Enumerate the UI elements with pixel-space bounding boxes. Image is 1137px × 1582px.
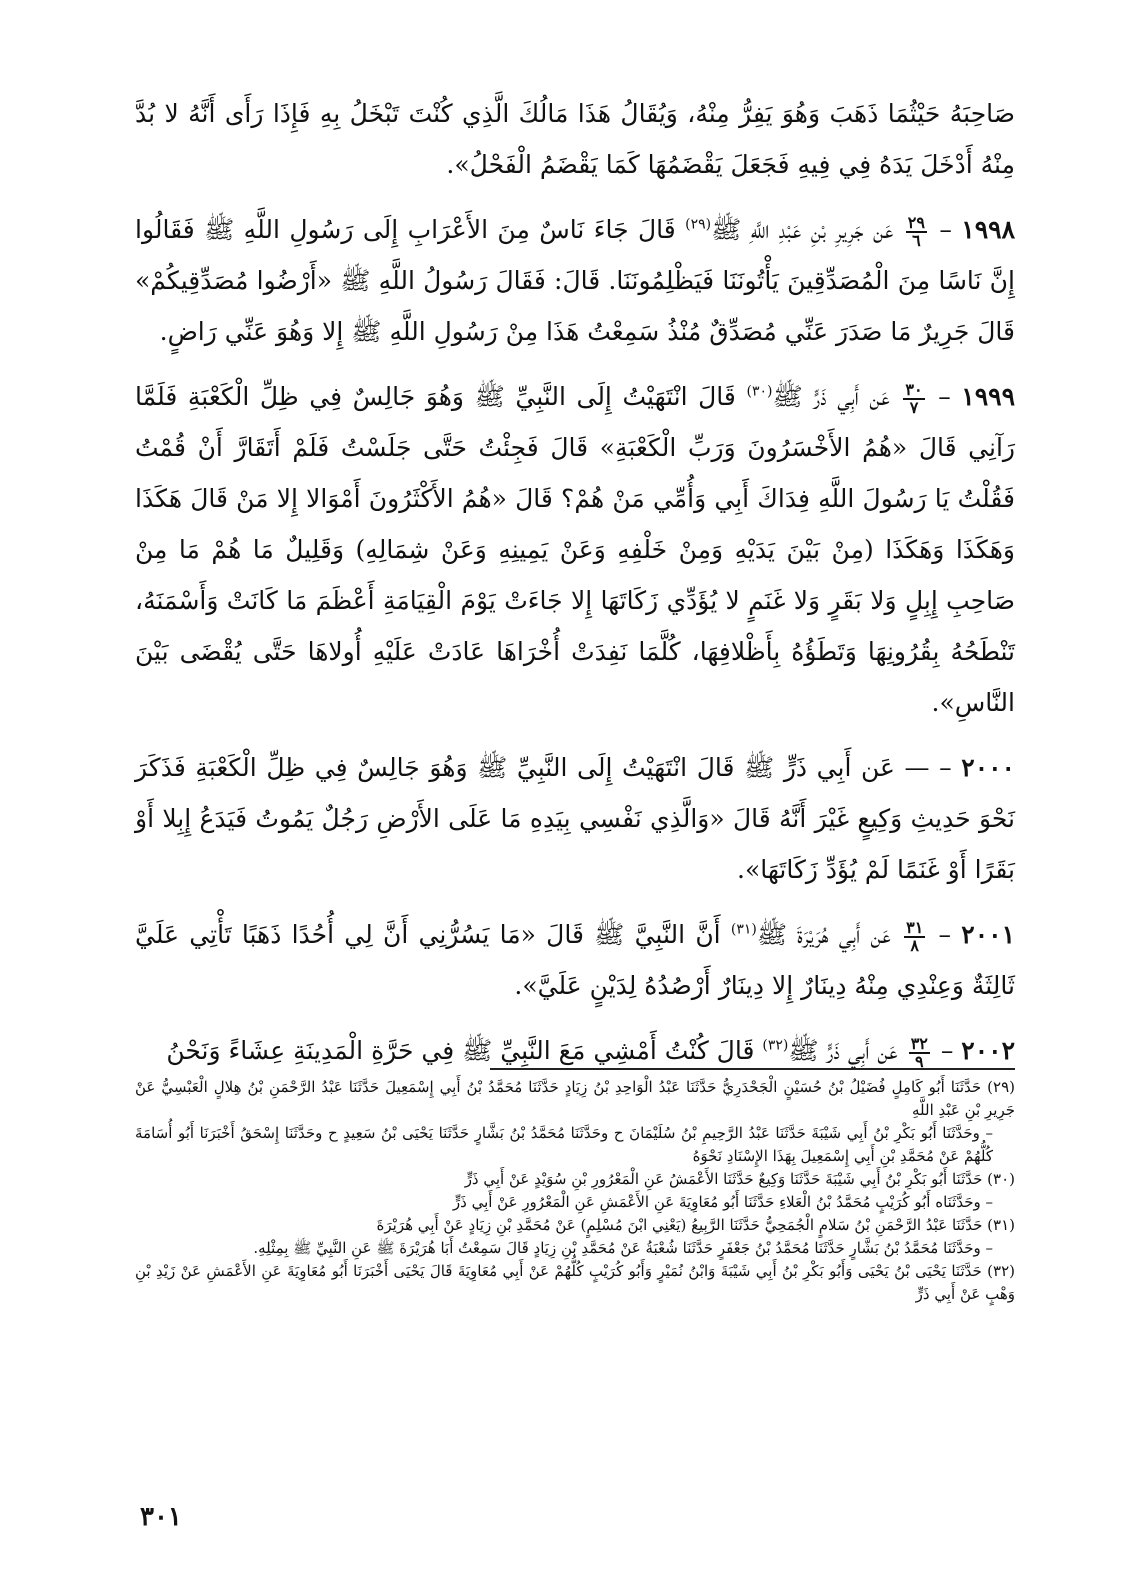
footnote-ref: (٣٠): [746, 383, 773, 400]
footnotes: [135, 1076, 1015, 1306]
hadith-body: [135, 88, 1015, 1090]
fraction-top: ٣٠: [905, 379, 923, 399]
cross-reference-fraction: [903, 379, 924, 417]
paragraph-text: صَاحِبَهُ حَيْثُمَا ذَهَبَ وَهُوَ يَفِرُّ مِنْهُ، وَيُقَالُ هَذَا مَالُكَ الَّذِي كُنْتَ تَبْخَلُ بِهِ فَإِذَا رَأَى أَنَّهُ لا بُدَّ مِنْهُ أَدْخَلَ يَدَهُ فِي فِيهِ فَجَعَلَ يَقْضَمُهَا كَمَا يَقْضَمُ الْفَحْلُ».: [135, 99, 1015, 179]
fraction-top: ٣٢: [910, 1033, 928, 1053]
fraction-bottom: ٨: [910, 935, 920, 955]
paragraph-text: قَالَ انْتَهَيْتُ إِلَى النَّبِيِّ ﷺ وَهُوَ جَالِسٌ فِي ظِلِّ الْكَعْبَةِ فَلَمَّا رَآنِي قَالَ «هُمُ الأَخْسَرُونَ وَرَبِّ الْكَعْبَةِ» قَالَ فَجِئْتُ حَتَّى جَلَسْتُ فَلَمْ أَتَقَارَّ أَنْ قُمْتُ فَقُلْتُ يَا رَسُولَ اللَّهِ فِدَاكَ أَبِي وَأُمِّي مَنْ هُمْ؟ قَالَ «هُمُ الأَكْثَرُونَ أَمْوَالا إِلا مَنْ قَالَ هَكَذَا وَهَكَذَا وَهَكَذَا (مِنْ بَيْنَ يَدَيْهِ وَمِنْ خَلْفِهِ وَعَنْ يَمِينِهِ وَعَنْ شِمَالِهِ) وَقَلِيلٌ مَا هُمْ مَا مِنْ صَاحِبِ إِبِلٍ وَلا بَقَرٍ وَلا غَنَمٍ لا يُؤَدِّي زَكَاتَهَا إِلا جَاءَتْ يَوْمَ الْقِيَامَةِ أَعْظَمَ مَا كَانَتْ وَأَسْمَنَهُ، تَنْطَحُهُ بِقُرُونِهَا وَتَطَؤُهُ بِأَظْلافِهَا، كُلَّمَا نَفِدَتْ أُخْرَاهَا عَادَتْ عَلَيْهِ أُولاهَا حَتَّى يُقْضَى بَيْنَ النَّاسِ».: [135, 382, 1015, 717]
footnote-32: (٣٢) حَدَّثَنَا يَحْيَى بْنُ يَحْيَى وَأَبُو بَكْرِ بْنُ أَبِي شَيْبَةَ وَابْنُ نُمَيْرٍ وَأَبُو كُرَيْبٍ كُلُّهُمْ عَنْ أَبِي مُعَاوِيَةَ قَالَ يَحْيَى أَخْبَرَنَا أَبُو مُعَاوِيَةَ عَنِ الأَعْمَشِ عَنْ زَيْدِ بْنِ وَهْبٍ عَنْ أَبِي ذَرٍّ: [135, 1262, 1015, 1303]
footnote-30-chain: – وحَدَّثَنَاه أَبُو كُرَيْبٍ مُحَمَّدُ بْنُ الْعَلاءِ حَدَّثَنَا أَبُو مُعَاوِيَةَ عَنِ الأَعْمَشِ عَنِ الْمَعْرُورِ عَنْ أَبِي ذَرٍّ: [452, 1193, 993, 1211]
hadith-1999: ١٩٩٩ – ٣٠ ٧ عَن أَبِي ذَرٍّ ﷺ$^{(٣٠)}$ قَالَ انْتَهَيْتُ إِلَى النَّبِيِّ ﷺ وَهُوَ جَالِسٌ فِي ظِلِّ الْكَعْبَةِ فَلَمَّا رَآنِي قَالَ «هُمُ الأَخْسَرُونَ وَرَبِّ الْكَعْبَةِ» قَالَ فَجِئْتُ حَتَّى جَلَسْتُ فَلَمْ أَتَقَارَّ أَنْ قُمْتُ فَقُلْتُ يَا رَسُولَ اللَّهِ فِدَاكَ أَبِي وَأُمِّي مَنْ هُمْ؟ قَالَ «هُمُ الأَكْثَرُونَ أَمْوَالا إِلا مَنْ قَالَ هَكَذَا وَهَكَذَا وَهَكَذَا (مِنْ بَيْنَ يَدَيْهِ وَمِنْ خَلْفِهِ وَعَنْ يَمِينِهِ وَعَنْ شِمَالِهِ) وَقَلِيلٌ مَا هُمْ مَا مِنْ صَاحِبِ إِبِلٍ وَلا بَقَرٍ وَلا غَنَمٍ لا يُؤَدِّي زَكَاتَهَا إِلا جَاءَتْ يَوْمَ الْقِيَامَةِ أَعْظَمَ مَا كَانَتْ وَأَسْمَنَهُ، تَنْطَحُهُ بِقُرُونِهَا وَتَطَؤُهُ بِأَظْلافِهَا، كُلَّمَا نَفِدَتْ أُخْرَاهَا عَادَتْ عَلَيْهِ أُولاهَا حَتَّى يُقْضَى بَيْنَ النَّاسِ».: [135, 379, 1016, 717]
fraction-top: ٣١: [906, 917, 924, 937]
paragraph-text: قَالَ انْتَهَيْتُ إِلَى النَّبِيِّ ﷺ وَهُوَ جَالِسٌ فِي ظِلِّ الْكَعْبَةِ فَذَكَرَ نَحْوَ حَدِيثِ وَكِيعٍ غَيْرَ أَنَّهُ قَالَ «وَالَّذِي نَفْسِي بِيَدِهِ مَا عَلَى الأَرْضِ رَجُلٌ يَمُوتُ فَيَدَعُ إِبِلا أَوْ بَقَرًا أَوْ غَنَمًا لَمْ يُؤَدِّ زَكَاتَهَا».: [135, 753, 1015, 884]
narrator: عَن أَبِي ذَرٍّ ﷺ: [788, 1036, 898, 1065]
cross-reference-fraction: [904, 917, 925, 955]
cross-reference-fraction: [906, 212, 927, 250]
page-number: ٣٠١: [140, 1502, 182, 1532]
footnote-30: (٣٠) حَدَّثَنَا أَبُو بَكْرِ بْنُ أَبِي شَيْبَةَ حَدَّثَنَا وَكِيعٌ حَدَّثَنَا الأَعْمَشُ عَنِ الْمَعْرُورِ بْنِ سُوَيْدٍ عَنْ أَبِي ذَرٍّ: [464, 1170, 1015, 1188]
cross-reference-fraction: [909, 1033, 930, 1071]
footnote-ref: (٣١): [730, 921, 757, 938]
fraction-top: ٢٩: [907, 212, 925, 232]
hadith-1998: ١٩٩٨ – ٢٩ ٦ عَن جَرِيرِ بْنِ عَبْدِ اللَّهِ ﷺ$^{(٢٩)}$ قَالَ جَاءَ نَاسٌ مِنَ الأَعْرَابِ إِلَى رَسُولِ اللَّهِ ﷺ فَقَالُوا إِنَّ نَاسًا مِنَ الْمُصَدِّقِينَ يَأْتُونَنَا فَيَظْلِمُونَنَا. قَالَ: فَقَالَ رَسُولُ اللَّهِ ﷺ «أَرْضُوا مُصَدِّقِيكُمْ» قَالَ جَرِيرٌ مَا صَدَرَ عَنِّي مُصَدِّقٌ مُنْذُ سَمِعْتُ هَذَا مِنْ رَسُولِ اللَّهِ ﷺ إِلا وَهُوَ عَنِّي رَاضٍ.: [135, 212, 1015, 346]
footnote-31-chain: – وحَدَّثَنَا مُحَمَّدُ بْنُ بَشَّارٍ حَدَّثَنَا مُحَمَّدُ بْنُ جَعْفَرٍ حَدَّثَنَا شُعْبَةُ عَنْ مُحَمَّدِ بْنِ زِيَادٍ قَالَ سَمِعْتُ أَبَا هُرَيْرَةَ ﷺ عَنِ النَّبِيِّ ﷺ بِمِثْلِهِ.: [253, 1239, 993, 1257]
hadith-number: ١٩٩٨: [961, 215, 1015, 244]
hadith-2001: ٢٠٠١ – ٣١ ٨ عَن أَبِي هُرَيْرَةَ ﷺ$^{(٣١)}$ أَنَّ النَّبِيَّ ﷺ قَالَ «مَا يَسُرُّنِي أَنَّ لِي أُحُدًا ذَهَبًا تَأْتِي عَلَيَّ ثَالِثَةٌ وَعِنْدِي مِنْهُ دِينَارٌ إِلا دِينَارٌ أَرْصُدُهُ لِدَيْنٍ عَلَيَّ».: [135, 917, 1016, 1000]
paragraph-text: أَنَّ النَّبِيَّ ﷺ قَالَ «مَا يَسُرُّنِي أَنَّ لِي أُحُدًا ذَهَبًا تَأْتِي عَلَيَّ ثَالِثَةٌ وَعِنْدِي مِنْهُ دِينَارٌ إِلا دِينَارٌ أَرْصُدُهُ لِدَيْنٍ عَلَيَّ».: [135, 920, 1015, 1000]
footnote-29-chain: – وحَدَّثَنَا أَبُو بَكْرِ بْنُ أَبِي شَيْبَةَ حَدَّثَنَا عَبْدُ الرَّحِيمِ بْنُ سُلَيْمَانَ ح وحَدَّثَنَا مُحَمَّدُ بْنُ بَشَّارٍ حَدَّثَنَا يَحْيَى بْنُ سَعِيدٍ ح وحَدَّثَنَا إِسْحَقُ أَخْبَرَنَا أَبُو أُسَامَةَ كُلُّهُمْ عَنْ مُحَمَّدِ بْنِ أَبِي إِسْمَعِيلَ بِهَذَا الإِسْنَادِ نَحْوَهُ: [135, 1124, 993, 1165]
paragraph-text: قَالَ جَاءَ نَاسٌ مِنَ الأَعْرَابِ إِلَى رَسُولِ اللَّهِ ﷺ فَقَالُوا إِنَّ نَاسًا مِنَ الْمُصَدِّقِينَ يَأْتُونَنَا فَيَظْلِمُونَنَا. قَالَ: فَقَالَ رَسُولُ اللَّهِ ﷺ «أَرْضُوا مُصَدِّقِيكُمْ» قَالَ جَرِيرٌ مَا صَدَرَ عَنِّي مُصَدِّقٌ مُنْذُ سَمِعْتُ هَذَا مِنْ رَسُولِ اللَّهِ ﷺ إِلا وَهُوَ عَنِّي رَاضٍ.: [135, 215, 1015, 346]
paragraph-text: قَالَ كُنْتُ أَمْشِي مَعَ النَّبِيِّ ﷺ فِي حَرَّةِ الْمَدِينَةِ عِشَاءً وَنَحْنُ: [166, 1036, 755, 1065]
hadith-number: ١٩٩٩: [961, 382, 1016, 411]
footnote-ref: (٢٩): [685, 216, 712, 233]
fraction-bottom: ٧: [909, 397, 919, 417]
narrator: عَن أَبِي ذَرٍّ ﷺ: [772, 382, 890, 411]
narrator: عَن أَبِي هُرَيْرَةَ ﷺ: [756, 920, 891, 949]
fraction-bottom: ٦: [912, 230, 921, 250]
narrator: — عَن أَبِي ذَرٍّ ﷺ: [744, 753, 930, 782]
hadith-number: ٢٠٠٢: [961, 1036, 1015, 1065]
footnote-31: (٣١) حَدَّثَنَا عَبْدُ الرَّحْمَنِ بْنُ سَلامٍ الْجُمَحِيُّ حَدَّثَنَا الرَّبِيعُ (يَعْنِي ابْنَ مُسْلِمٍ) عَنْ مُحَمَّدِ بْنِ زِيَادٍ عَنْ أَبِي هُرَيْرَةَ: [376, 1216, 1015, 1234]
hadith-2000: ٢٠٠٠ – — عَن أَبِي ذَرٍّ ﷺ قَالَ انْتَهَيْتُ إِلَى النَّبِيِّ ﷺ وَهُوَ جَالِسٌ فِي ظِلِّ الْكَعْبَةِ فَذَكَرَ نَحْوَ حَدِيثِ وَكِيعٍ غَيْرَ أَنَّهُ قَالَ «وَالَّذِي نَفْسِي بِيَدِهِ مَا عَلَى الأَرْضِ رَجُلٌ يَمُوتُ فَيَدَعُ إِبِلا أَوْ بَقَرًا أَوْ غَنَمًا لَمْ يُؤَدِّ زَكَاتَهَا».: [135, 753, 1015, 884]
footnote-divider: [490, 1068, 1015, 1070]
footnote-ref: (٣٢): [762, 1037, 789, 1054]
hadith-continuation: [135, 88, 1015, 190]
narrator: عَن جَرِيرِ بْنِ عَبْدِ اللَّهِ ﷺ: [711, 215, 894, 244]
hadith-number: ٢٠٠١: [961, 920, 1016, 949]
hadith-2002: ٢٠٠٢ – ٣٢ ٩ عَن أَبِي ذَرٍّ ﷺ$^{(٣٢)}$ قَالَ كُنْتُ أَمْشِي مَعَ النَّبِيِّ ﷺ فِي حَرَّةِ الْمَدِينَةِ عِشَاءً وَنَحْنُ: [166, 1033, 1015, 1071]
hadith-number: ٢٠٠٠: [961, 753, 1015, 782]
fraction-bottom: ٩: [914, 1051, 924, 1071]
footnote-29: (٢٩) حَدَّثَنَا أَبُو كَامِلٍ فُضَيْلُ بْنُ حُسَيْنٍ الْجَحْدَرِيُّ حَدَّثَنَا عَبْدُ الْوَاحِدِ بْنُ زِيَادٍ حَدَّثَنَا مُحَمَّدُ بْنُ أَبِي إِسْمَعِيلَ حَدَّثَنَا عَبْدُ الرَّحْمَنِ بْنُ هِلالٍ الْعَبْسِيُّ عَنْ جَرِيرِ بْنِ عَبْدِ اللَّهِ: [135, 1078, 1015, 1119]
